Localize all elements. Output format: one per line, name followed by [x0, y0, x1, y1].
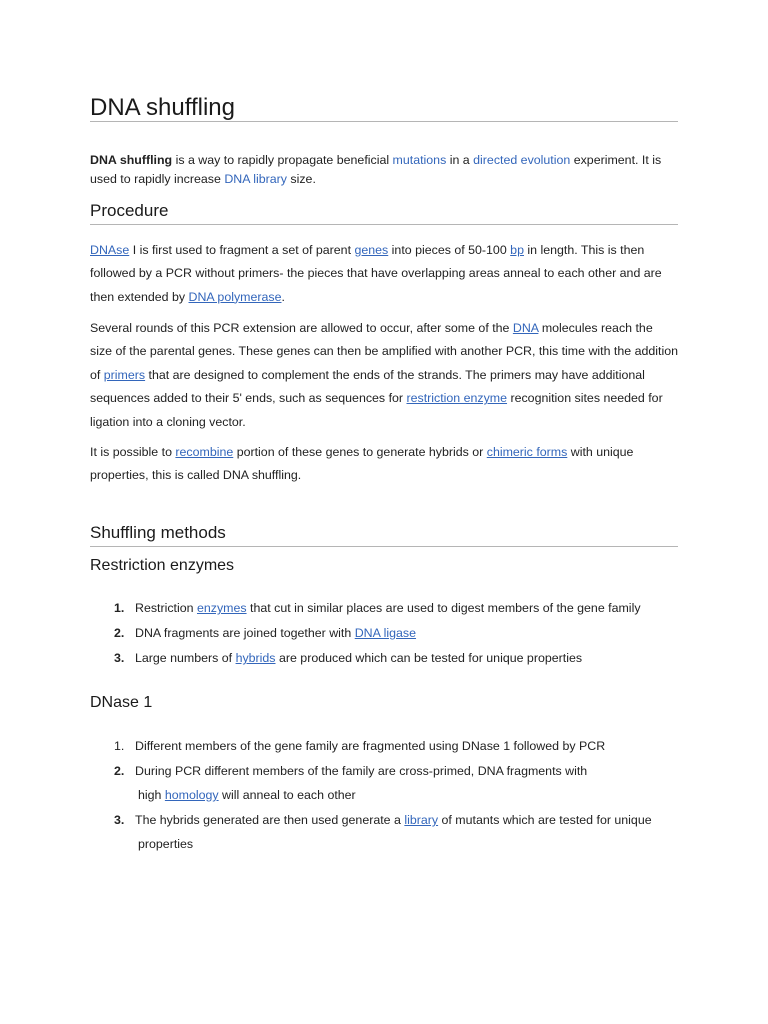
p3-text-1: It is possible to: [90, 445, 176, 459]
list-number: 3.: [114, 651, 125, 665]
link-restriction-enzyme[interactable]: restriction enzyme: [406, 391, 508, 406]
link-dnase[interactable]: DNAse: [90, 243, 130, 257]
list-text: are produced which can be tested for unique properties: [275, 651, 583, 665]
list-number: 3.: [114, 813, 125, 827]
list-item: [114, 621, 674, 645]
link-homology[interactable]: homology: [164, 788, 219, 802]
list-text: The hybrids generated are then used generate a: [135, 813, 405, 827]
restriction-enzymes-heading: Restriction enzymes: [90, 557, 235, 574]
link-dna-polymerase[interactable]: DNA polymerase: [188, 289, 282, 304]
restriction-enzymes-list: [114, 596, 674, 671]
page-title: DNA shuffling: [90, 94, 678, 122]
link-primers[interactable]: primers: [103, 367, 146, 382]
link-dna-ligase[interactable]: DNA ligase: [354, 626, 417, 640]
list-item: [114, 808, 674, 856]
intro-text-1: is a way to rapidly propagate beneficial: [172, 153, 393, 167]
p3-text-3: with unique properties, this is called DNA shuffling.: [90, 445, 634, 483]
dnase-1-heading: DNase 1: [90, 694, 153, 711]
p2-text-3: that are designed to complement the ends of the strands. The primers may have additional sequences added to their 5' ends, such as sequences for: [90, 367, 645, 406]
list-item: [114, 596, 674, 620]
list-number: 1.: [114, 739, 125, 753]
list-text: DNA fragments are joined together with: [135, 626, 355, 640]
p1-text-2: into pieces of 50-100: [388, 243, 511, 257]
p2-text-1: Several rounds of this PCR extension are allowed to occur, after some of the: [90, 321, 513, 335]
list-text: During PCR different members of the family are cross-primed, DNA fragments with: [135, 764, 588, 778]
link-chimeric-forms[interactable]: chimeric forms: [486, 445, 568, 459]
intro-text-2: in a: [446, 153, 474, 167]
intro-paragraph: [90, 151, 678, 189]
intro-bold-term: DNA shuffling: [90, 153, 173, 167]
procedure-paragraph-2: [90, 317, 678, 434]
p1-text-4: .: [281, 289, 285, 304]
list-number: 2.: [114, 626, 125, 640]
link-dna-library[interactable]: DNA library: [224, 172, 287, 186]
p2-text-4: recognition sites needed for ligation into a cloning vector.: [90, 391, 663, 429]
list-text: of mutants which are tested for unique: [438, 813, 652, 827]
list-continuation: [135, 832, 674, 856]
link-library[interactable]: library: [404, 813, 439, 827]
p3-text-2: portion of these genes to generate hybrids or: [233, 445, 487, 459]
list-text: Restriction: [135, 601, 197, 615]
intro-text-4: size.: [286, 172, 316, 186]
link-genes[interactable]: genes: [354, 243, 389, 257]
list-text: that cut in similar places are used to digest members of the gene family: [246, 601, 641, 615]
list-text: properties: [138, 837, 194, 851]
list-text: Different members of the gene family are fragmented using DNase 1 followed by PCR: [135, 739, 606, 753]
list-item: [114, 759, 674, 807]
list-item: [114, 646, 674, 670]
link-dna[interactable]: DNA: [512, 321, 539, 335]
list-item: [114, 734, 674, 758]
p1-text-3: in length. This is then followed by a PCR without primers- the pieces that have overlapping areas anneal to each other and are then extended by: [90, 243, 662, 304]
p1-text-1: I is first used to fragment a set of parent: [129, 243, 355, 257]
link-directed-evolution[interactable]: directed evolution: [473, 153, 571, 167]
list-number: 2.: [114, 764, 125, 778]
list-continuation: [135, 783, 674, 807]
link-hybrids[interactable]: hybrids: [235, 651, 276, 665]
link-enzymes[interactable]: enzymes: [196, 601, 247, 615]
intro-text-3: experiment. It is used to rapidly increase: [90, 153, 662, 186]
list-text: high: [138, 788, 165, 802]
p2-text-2: molecules reach the size of the parental genes. These genes can then be amplified with another PCR, this time with the addition of: [90, 321, 678, 382]
list-text: will anneal to each other: [218, 788, 356, 802]
procedure-paragraph-3: [90, 441, 678, 488]
procedure-heading: Procedure: [90, 200, 678, 225]
list-text: Large numbers of: [135, 651, 236, 665]
dnase-1-list: [114, 734, 674, 857]
list-number: 1.: [114, 601, 125, 615]
link-bp[interactable]: bp: [510, 243, 524, 257]
procedure-paragraph-1: [90, 239, 678, 309]
link-mutations[interactable]: mutations: [392, 153, 447, 167]
shuffling-methods-heading: Shuffling methods: [90, 522, 678, 547]
link-recombine[interactable]: recombine: [175, 445, 234, 459]
